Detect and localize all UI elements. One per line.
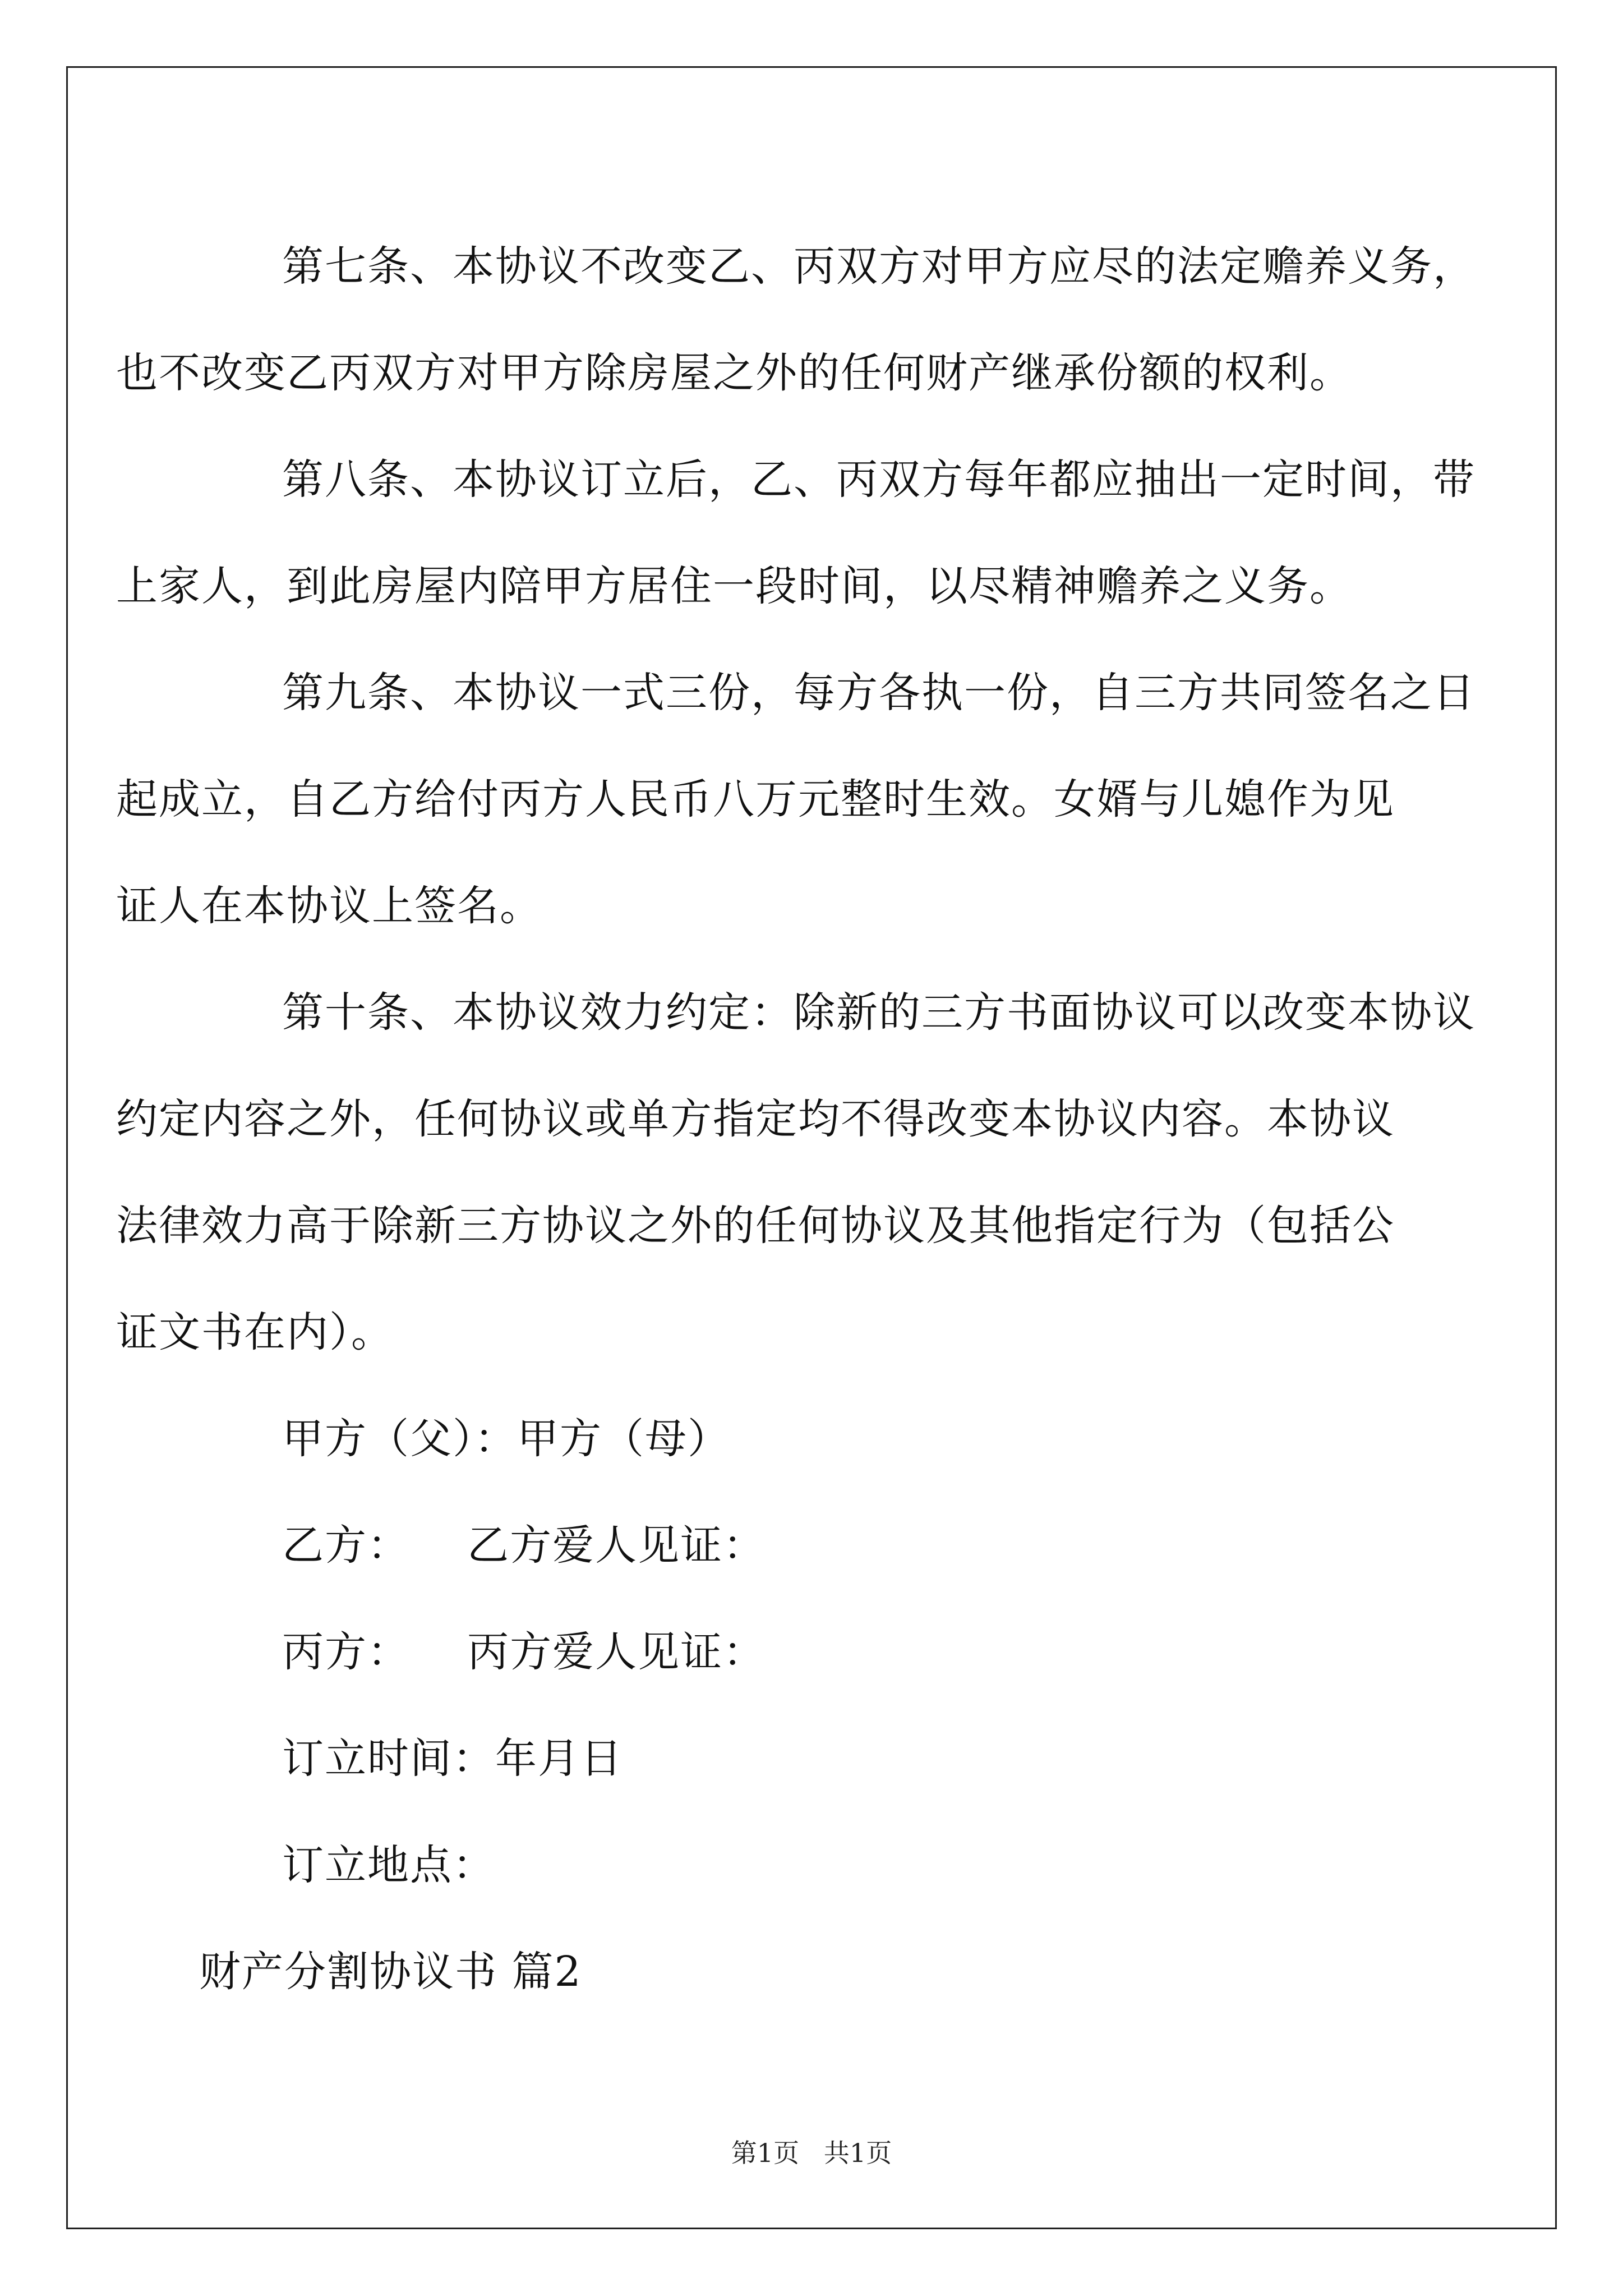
signature-party-a: 甲方（父）：甲方（母） xyxy=(282,1415,730,1463)
text-line: 上家人，到此房屋内陪甲方居住一段时间，以尽精神赡养之义务。 xyxy=(116,562,1352,610)
text-line: 法律效力高于除新三方协议之外的任何协议及其他指定行为（包括公 xyxy=(116,1202,1395,1250)
document-body xyxy=(116,213,1476,2025)
signature-party-c: 丙方： 丙方爱人见证： xyxy=(282,1628,766,1676)
text-line: 也不改变乙丙双方对甲方除房屋之外的任何财产继承份额的权利。 xyxy=(116,349,1352,397)
signing-date: 订立时间：年月日 xyxy=(282,1734,623,1783)
text-line: 约定内容之外，任何协议或单方指定均不得改变本协议内容。本协议 xyxy=(116,1095,1395,1143)
section-title: 财产分割协议书 篇2 xyxy=(199,1948,582,1996)
article-8-paragraph xyxy=(116,426,1476,639)
text-line: 第九条、本协议一式三份，每方各执一份，自三方共同签名之日 xyxy=(282,669,1476,717)
article-9-paragraph xyxy=(116,639,1476,959)
text-line: 第七条、本协议不改变乙、丙双方对甲方应尽的法定赡养义务， xyxy=(282,242,1476,291)
article-7-paragraph xyxy=(116,213,1476,426)
text-line: 起成立，自乙方给付丙方人民币八万元整时生效。女婿与儿媳作为见 xyxy=(116,775,1395,823)
signing-place: 订立地点： xyxy=(282,1841,495,1889)
text-line: 证人在本协议上签名。 xyxy=(116,882,542,930)
article-10-paragraph xyxy=(116,959,1476,1386)
text-line: 第十条、本协议效力约定：除新的三方书面协议可以改变本协议 xyxy=(282,988,1476,1037)
page-footer: 第1页 共1页 xyxy=(731,2138,892,2168)
text-line: 证文书在内）。 xyxy=(116,1308,394,1356)
text-line: 第八条、本协议订立后，乙、丙双方每年都应抽出一定时间，带 xyxy=(282,455,1476,504)
signature-party-b: 乙方： 乙方爱人见证： xyxy=(282,1521,766,1570)
